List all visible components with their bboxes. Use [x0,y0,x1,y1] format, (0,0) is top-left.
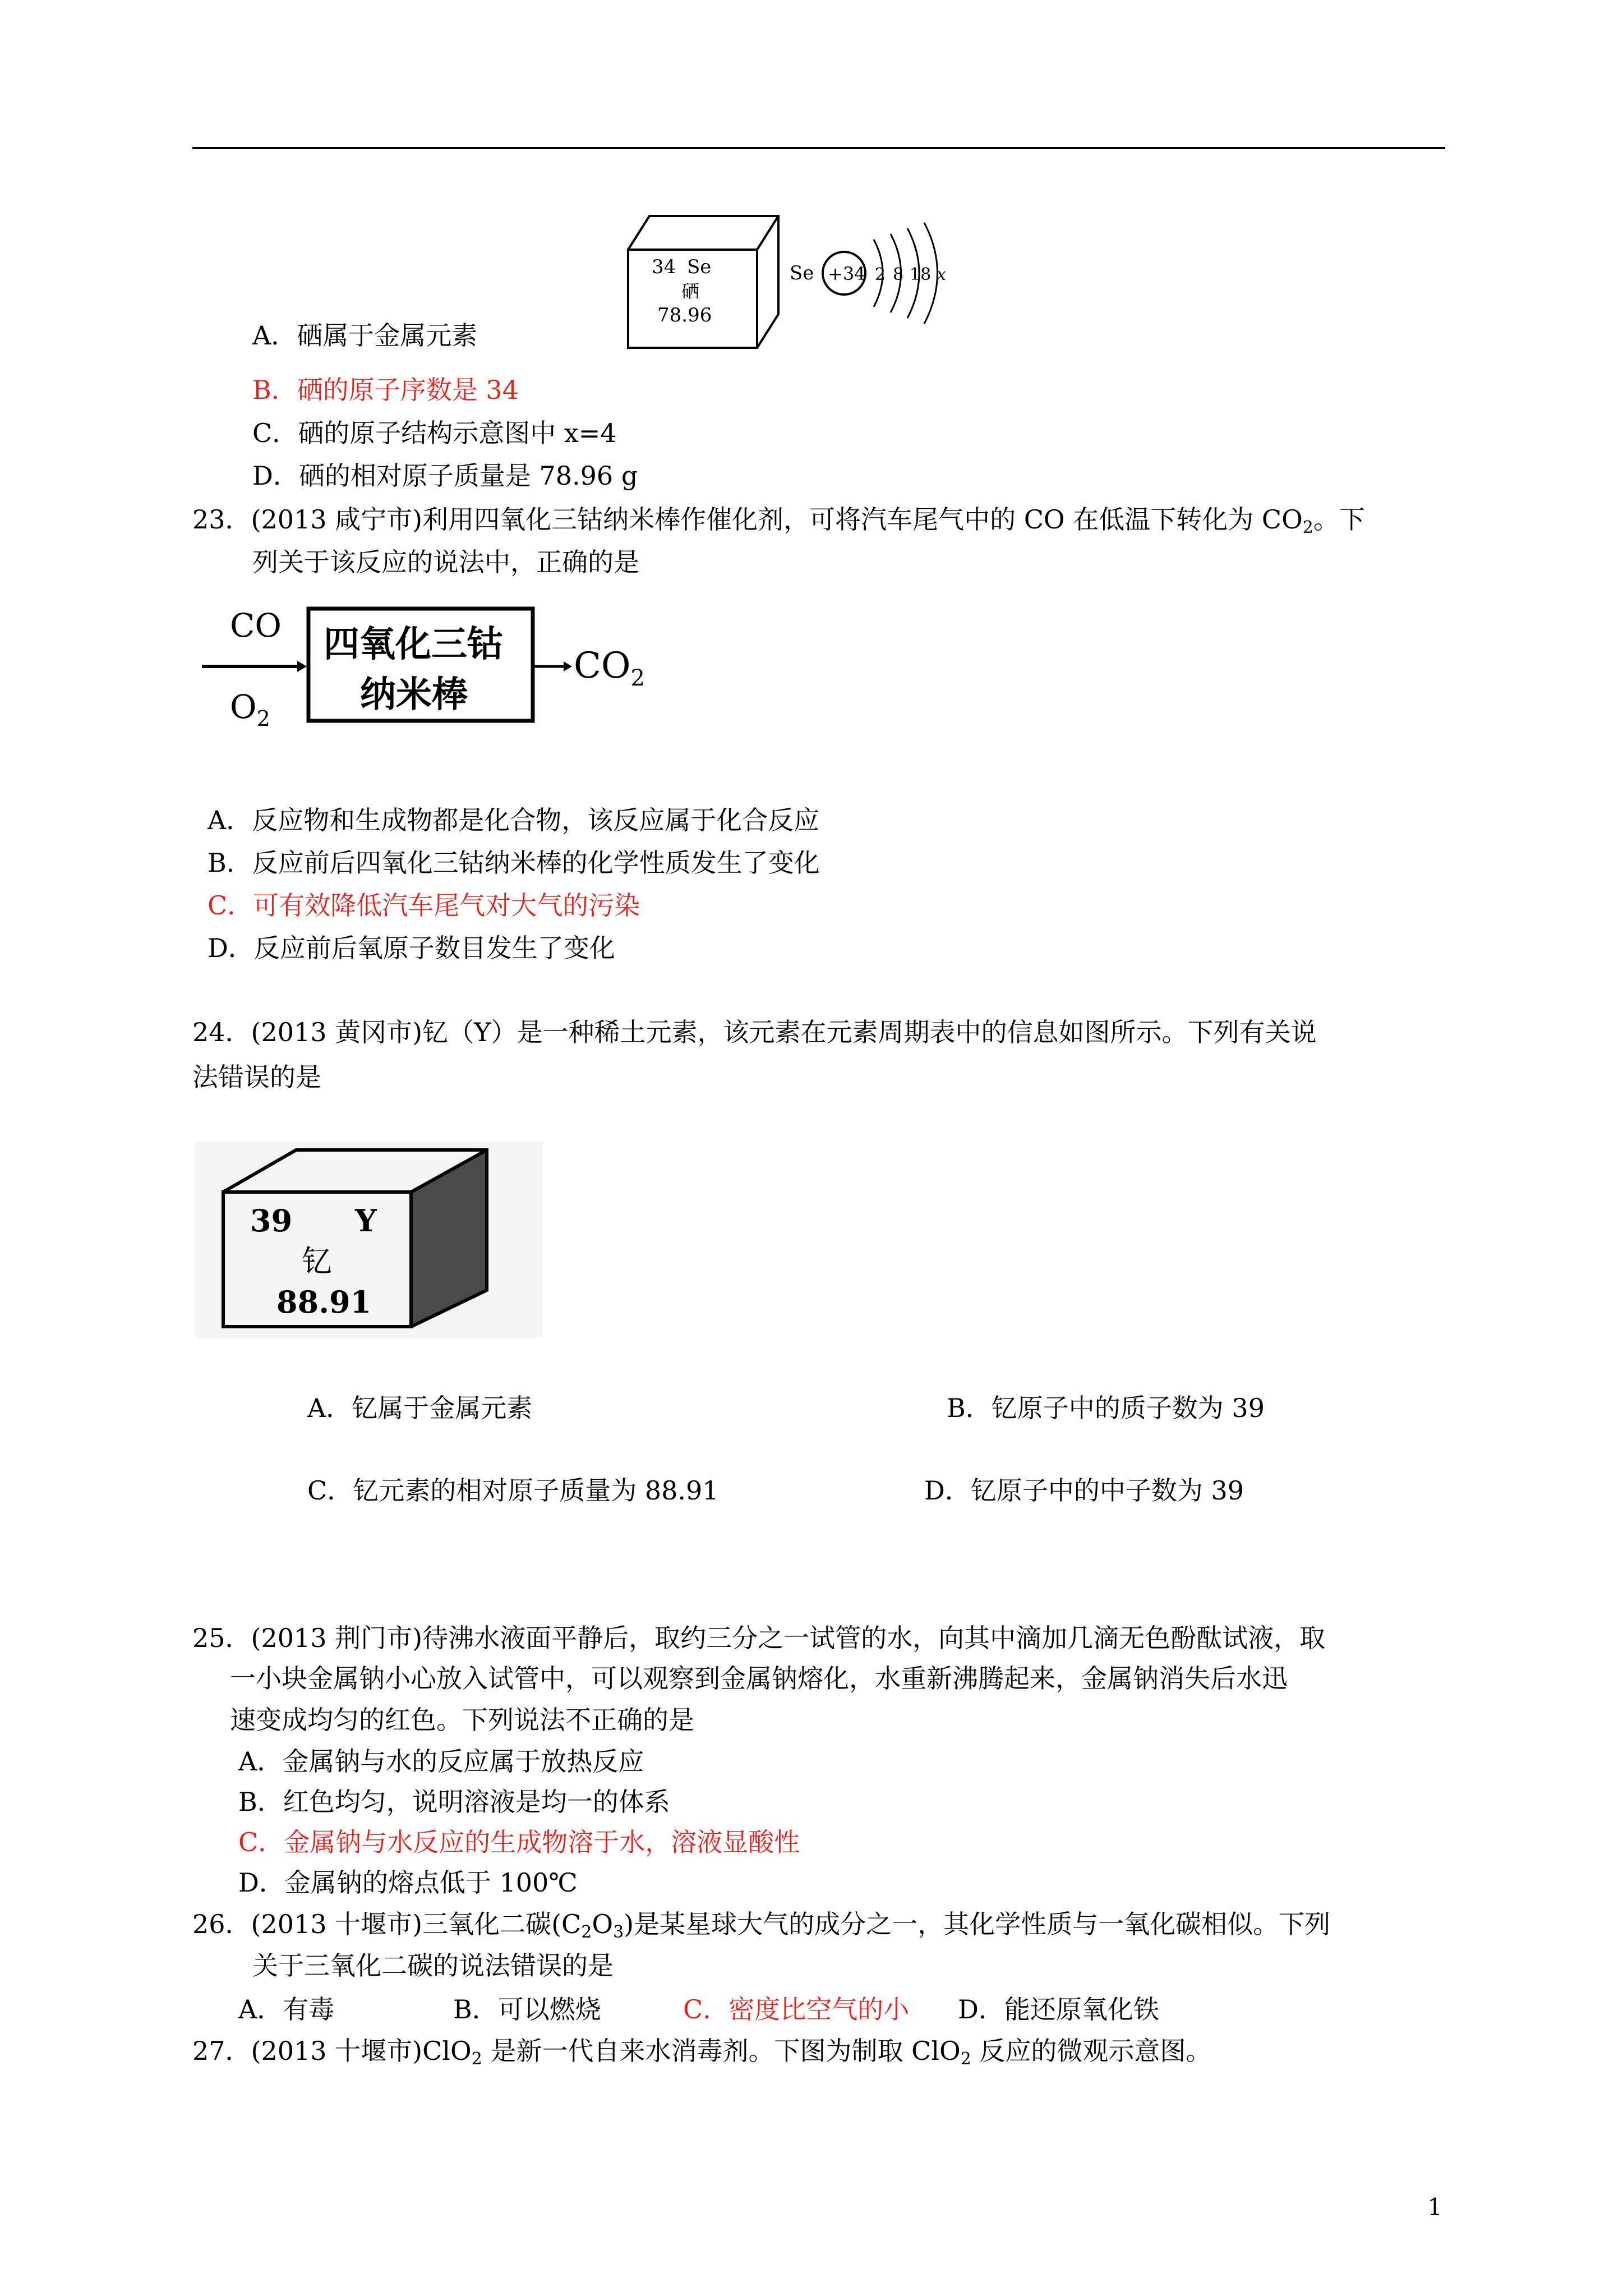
q22-option-b: B．硒的原子序数是 34 [252,375,519,405]
q27-stem: 27．(2013 十堰市)ClO$_2$ 是新一代自来水消毒剂。下图为制取 ClO$_2$ 反应的微观示意图。 [192,2036,1212,2069]
q25-stem-line-1: 25．(2013 荆门市)待沸水液面平静后，取约三分之一试管的水，向其中滴加几滴无色酚酞试液，取 [192,1623,1326,1653]
diagram-input-o2: $O_2$ [230,688,270,731]
y-box-mass: 88.91 [276,1284,372,1320]
se-box-mass: 78.96 [657,304,712,326]
q22-option-d: D．硒的相对原子质量是 78.96 g [252,461,638,491]
q24-stem-line-1: 24．(2013 黄冈市)钇（Y）是一种稀土元素，该元素在元素周期表中的信息如图所示。下列有关说 [192,1017,1317,1047]
diagram-catalyst-line-2: 纳米棒 [360,674,468,716]
header-rule [192,147,1445,149]
se-shell-1: 2 [875,265,886,284]
se-nucleus: +34 [828,263,866,284]
q25-option-a: A．金属钠与水的反应属于放热反应 [238,1746,644,1777]
q25-stem-line-2: 一小块金属钠小心放入试管中，可以观察到金属钠熔化，水重新沸腾起来，金属钠消失后水迅 [230,1663,1288,1694]
co-conversion-diagram [199,600,693,746]
y-box-symbol: Y [355,1203,377,1239]
q26-option-d: D．能还原氧化铁 [958,1994,1159,2024]
q26-option-b: B．可以燃烧 [453,1994,601,2024]
q26-option-a: A．有毒 [238,1994,335,2024]
q23-option-b: B．反应前后四氧化三钴纳米棒的化学性质发生了变化 [208,848,820,878]
q23-option-a: A．反应物和生成物都是化合物，该反应属于化合反应 [208,805,820,835]
se-shell-3: 18 [910,265,932,284]
yttrium-element-figure [195,1142,543,1338]
q24-option-c: C．钇元素的相对原子质量为 88.91 [307,1475,719,1506]
q22-option-a: A．硒属于金属元素 [252,320,478,351]
y-box-name: 钇 [302,1244,332,1279]
selenium-element-figure [623,210,1004,356]
q24-option-d: D．钇原子中的中子数为 39 [924,1475,1244,1506]
diagram-output-co2: $CO_2$ [574,645,645,691]
q25-option-d: D．金属钠的熔点低于 100℃ [238,1867,578,1898]
q23-stem-line-2: 列关于该反应的说法中，正确的是 [252,547,639,577]
q24-option-b: B．钇原子中的质子数为 39 [947,1393,1265,1423]
se-struct-symbol: Se [790,262,814,284]
se-box-symbol: Se [687,256,712,278]
se-shell-4: x [937,265,946,284]
se-box-name: 硒 [681,280,700,302]
q25-option-c: C．金属钠与水反应的生成物溶于水，溶液显酸性 [238,1827,800,1857]
page-number: 1 [1427,2193,1442,2221]
q26-option-c: C．密度比空气的小 [683,1994,910,2024]
y-box-number: 39 [250,1203,293,1239]
q26-stem-line-1: 26．(2013 十堰市)三氧化二碳$(C_2O_3)$是某星球大气的成分之一，其化学性质与一氧化碳相似。下列 [192,1909,1331,1942]
q24-stem-line-2: 法错误的是 [192,1062,321,1092]
q26-stem-line-2: 关于三氧化二碳的说法错误的是 [252,1950,614,1981]
q23-stem-line-1: 23．(2013 咸宁市)利用四氧化三钴纳米棒作催化剂，可将汽车尾气中的 CO 在低温下转化为 $CO_2$。下 [192,504,1365,537]
q23-option-c: C．可有效降低汽车尾气对大气的污染 [208,890,640,921]
se-shell-2: 8 [893,265,904,284]
q25-option-b: B．红色均匀，说明溶液是均一的体系 [238,1787,670,1817]
q22-option-c: C．硒的原子结构示意图中 x=4 [252,418,617,448]
q23-option-d: D．反应前后氧原子数目发生了变化 [208,933,615,963]
q25-stem-line-3: 速变成均匀的红色。下列说法不正确的是 [230,1705,694,1735]
se-box-number: 34 [652,256,676,278]
diagram-catalyst-line-1: 四氧化三钴 [324,623,503,665]
q24-option-a: A．钇属于金属元素 [307,1393,533,1423]
diagram-input-co: CO [230,606,282,645]
